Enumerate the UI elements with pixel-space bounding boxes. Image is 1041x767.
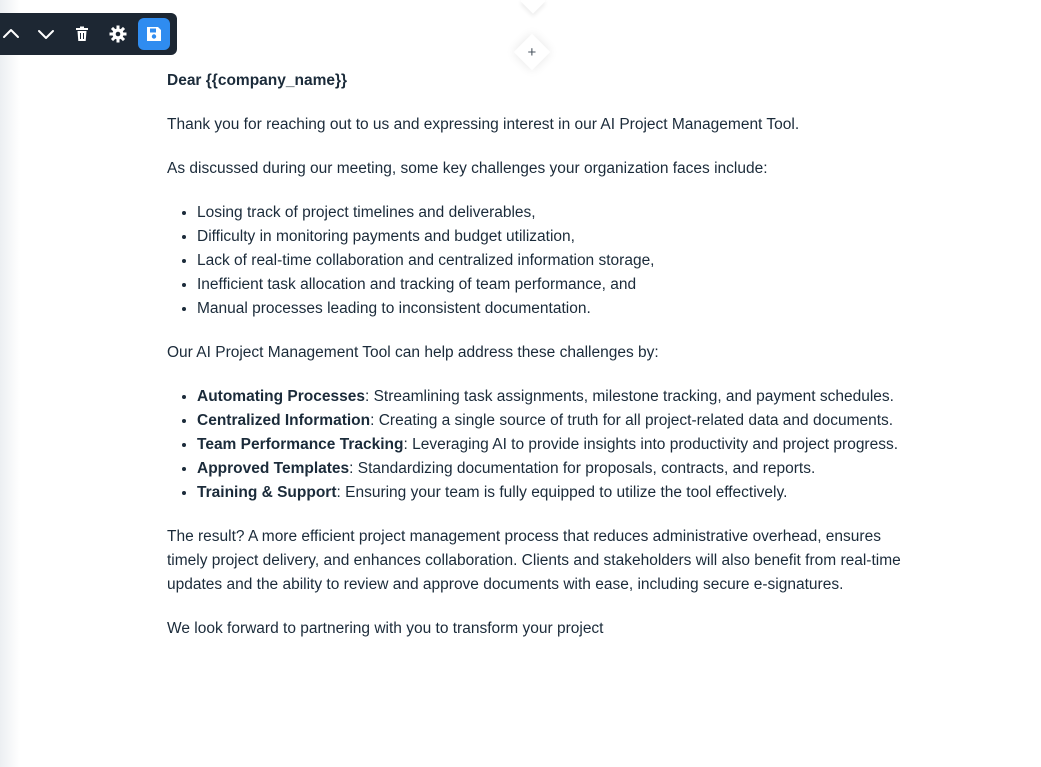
trash-icon (74, 26, 90, 42)
list-item: • Inefficient task allocation and tracking of team performance, and (197, 273, 907, 297)
chevron-down-icon (37, 25, 55, 43)
plus-icon: + (527, 43, 537, 61)
solution-title: Approved Templates (197, 460, 350, 477)
solutions-list (167, 385, 907, 505)
solution-title: Team Performance Tracking (197, 436, 404, 453)
closing-paragraph: We look forward to partnering with you to transform your project (167, 620, 604, 637)
solution-title: Training & Support (197, 484, 337, 501)
solution-text: : Creating a single source of truth for all project-related data and documents. (370, 412, 894, 429)
list-item: • Lack of real-time collaboration and centralized information storage, (197, 249, 907, 273)
list-item: • Losing track of project timelines and deliverables, (197, 201, 907, 225)
add-block-button[interactable] (514, 34, 551, 71)
move-down-button[interactable] (33, 21, 59, 47)
solution-text: : Streamlining task assignments, milestone tracking, and payment schedules. (364, 388, 894, 405)
list-item (197, 481, 907, 505)
move-up-button[interactable] (0, 21, 24, 47)
list-item (197, 385, 907, 409)
solution-text: : Leveraging AI to provide insights into productivity and project progress. (403, 436, 899, 453)
delete-block-button[interactable] (69, 21, 95, 47)
greeting: Dear {{company_name}} (167, 72, 348, 89)
list-item: • Manual processes leading to inconsistent documentation. (197, 297, 907, 321)
block-connector-top (520, 0, 545, 14)
solution-text: : Standardizing documentation for proposals, contracts, and reports. (349, 460, 816, 477)
block-settings-button[interactable] (105, 21, 131, 47)
list-item: • Difficulty in monitoring payments and budget utilization, (197, 225, 907, 249)
left-panel-edge (0, 0, 20, 767)
letter-body[interactable] (167, 69, 907, 661)
intro-paragraph: Thank you for reaching out to us and expressing interest in our AI Project Management Tool. (167, 116, 800, 133)
save-block-button[interactable] (138, 18, 170, 50)
solution-text: : Ensuring your team is fully equipped to utilize the tool effectively. (336, 484, 788, 501)
chevron-up-icon (2, 25, 20, 43)
gear-icon (109, 25, 127, 43)
challenges-list (167, 201, 907, 321)
list-item (197, 433, 907, 457)
block-toolbar (0, 13, 177, 55)
list-item (197, 457, 907, 481)
challenges-intro: As discussed during our meeting, some key challenges your organization faces include: (167, 160, 768, 177)
save-icon (145, 25, 163, 43)
solution-title: Automating Processes (197, 388, 365, 405)
result-paragraph: The result? A more efficient project management process that reduces administrative overhead, ensures timely project delivery, and enhances collaboration. Clients and stakeholders will also benefit from real-time updates and the ability to review and approve documents with ease, including secure e-signatures. (167, 528, 901, 593)
list-item (197, 409, 907, 433)
solutions-intro: Our AI Project Management Tool can help address these challenges by: (167, 344, 659, 361)
solution-title: Centralized Information (197, 412, 371, 429)
